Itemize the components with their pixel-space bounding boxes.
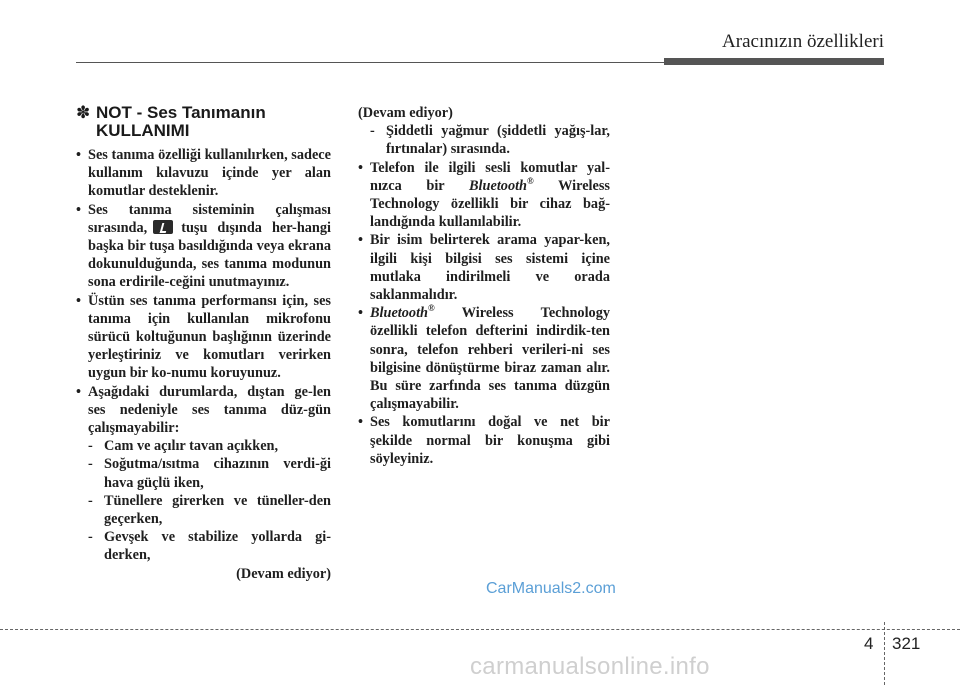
item-text: Ses komutlarını doğal ve net bir şekilde normal bir konuşma gibi söyleyiniz. [370,414,610,467]
voice-recognition-icon [153,220,173,234]
bluetooth-word: Bluetooth [370,305,428,322]
item-text-part: Ses tanıma sisteminin çalışması sırasında, [88,201,331,236]
bullet-mark: • [76,292,82,309]
item-text: Ses tanıma özelliği kullanılırken, sadece kullanım kılavuzu içinde yer alan komutlar desteklenir. [88,147,331,200]
registered-mark: ® [527,176,534,187]
note-heading [76,104,331,140]
item-text-part: Telefon ile ilgili sesli komutlar yal-nızca bir [370,159,610,194]
item-text-part: tuşu dışında her-hangi başka bir tuşa basıldığında veya ekrana dokunulduğunda, ses tanıma modunun sona erdirile-ceğini unutmayınız. [88,219,331,291]
dash-mark: - [88,492,93,509]
sub-item-text: Şiddetli yağmur (şiddetli yağış-lar, fırtınalar) sırasında. [386,123,610,158]
header-rule-thin [76,62,664,63]
list-item [358,304,610,413]
list-item [76,201,331,292]
registered-mark: ® [428,303,435,314]
page-number: 321 [892,634,921,653]
note-star-icon: ✽ [76,103,91,122]
section-header-title: Aracınızın özellikleri [722,31,884,52]
sub-list-item [370,122,610,158]
list-item [358,159,610,232]
footer-site-link[interactable]: carmanualsonline.info [470,653,710,680]
section-number: 4 [864,634,874,653]
item-text-part: Wireless Technology özellikli bir cihaz bağ-landığında kullanılabilir. [370,177,610,231]
item-text: Aşağıdaki durumlarda, dıştan ge-len ses nedeniyle ses tanıma düz-gün çalışmayabilir: [88,383,331,437]
note-title-text: NOT - Ses Tanımanın KULLANIMI [96,103,266,140]
bullet-mark: • [358,159,364,176]
right-column [358,104,610,468]
sub-item-text: Soğutma/ısıtma cihazının verdi-ği hava güçlü iken, [104,456,331,491]
list-item [76,383,331,438]
list-item [76,292,331,383]
sub-list-item [88,437,331,455]
list-item [358,413,610,468]
bullet-mark: • [76,201,82,218]
item-text-part: Wireless Technology özellikli telefon defterini indirdik-ten sonra, telefon rehberi verileri-ni ses bilgisine dönüştürme biraz zaman alır. Bu süre zarfında ses tanıma düzgün çalışmayabilir. [370,305,610,413]
bullet-mark: • [358,305,364,322]
sub-item-text: Gevşek ve stabilize yollarda gi-derken, [104,529,331,564]
watermark-link[interactable]: CarManuals2.com [486,580,616,597]
list-item [76,146,331,201]
bullet-mark: • [358,414,364,431]
dash-mark: - [88,438,93,455]
footer-dashed-divider [884,622,885,685]
list-item [358,231,610,304]
bullet-mark: • [76,383,82,400]
header-rule-thick [664,58,884,65]
dash-mark: - [370,123,375,140]
sub-list-item [88,528,331,564]
item-text [88,201,331,292]
item-text [370,159,610,232]
item-text: Bir isim belirterek arama yapar-ken, ilgili kişi bilgisi ses sistemi içine mutlaka indirilmeli ve orada saklanmalıdır. [370,232,610,304]
bullet-mark: • [358,232,364,249]
bluetooth-word: Bluetooth [469,177,528,194]
sub-item-text: Tünellere girerken ve tüneller-den geçerken, [104,492,331,528]
continued-label: (Devam ediyor) [236,565,331,582]
left-column [76,104,331,583]
dash-mark: - [88,456,93,473]
sub-list-item [88,492,331,528]
dash-mark: - [88,529,93,546]
footer-dashed-rule [0,629,960,630]
item-text [370,304,610,413]
item-text: Üstün ses tanıma performansı için, ses tanıma için kullanılan mikrofonu sürücü koltuğunun başlığının üzerinde yerleştiriniz ve komutları verirken uygun bir ko-numu koruyunuz. [88,292,331,382]
bullet-mark: • [76,147,82,163]
sub-item-text: Cam ve açılır tavan açıkken, [104,438,279,455]
sub-list-item [88,455,331,491]
continued-label: (Devam ediyor) [358,105,453,121]
